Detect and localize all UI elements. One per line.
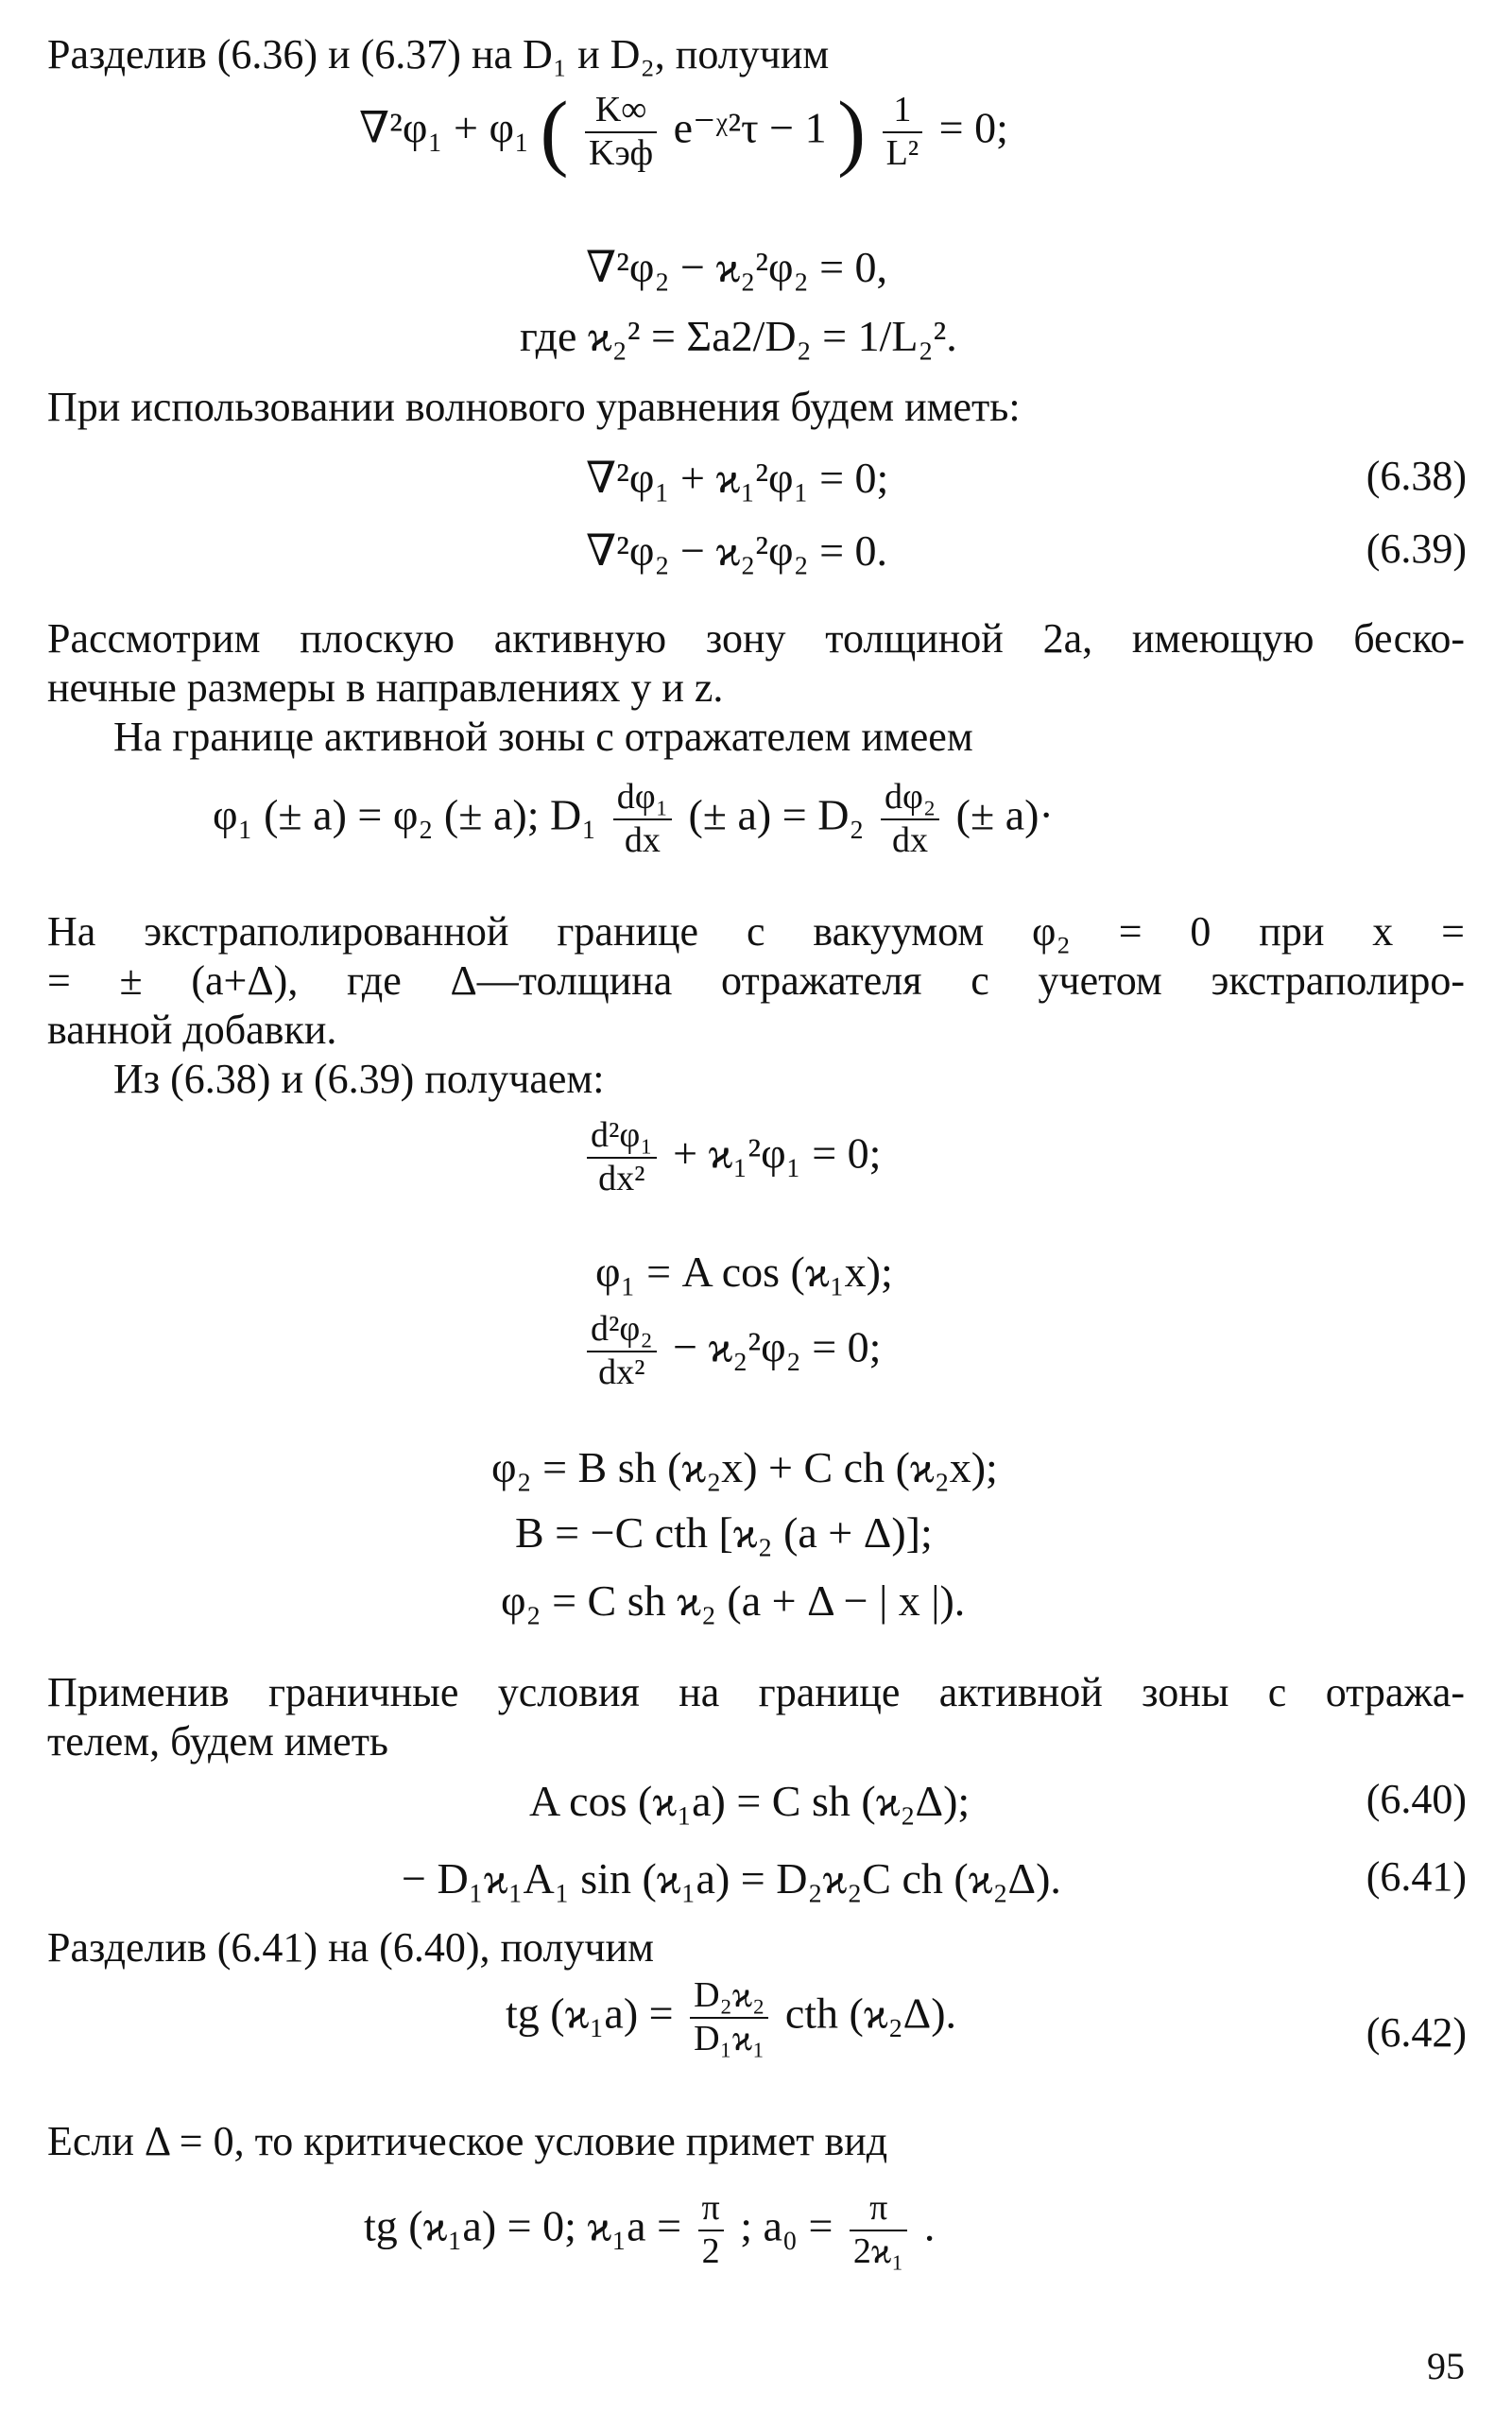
equation-phi1-ode: $\frac{\text{d²φ₁}}{\text{dx²}}$ + ϰ₁²φ₁ = 0;: [581, 1115, 881, 1199]
equation-B-constant: B = −C cth [ϰ₂ (a + Δ)];: [515, 1508, 933, 1557]
equation-number-6-41: (6.41): [1366, 1853, 1467, 1900]
equation-6-38: ∇²φ₁ + ϰ₁²φ₁ = 0;: [586, 454, 889, 502]
paragraph-flat-zone-line1: Рассмотрим плоскую активную зону толщиной 2a, имеющую беско-: [47, 615, 1465, 662]
equation-6-39: ∇²φ₂ − ϰ₂²φ₂ = 0.: [586, 526, 888, 575]
equation-boundary-conditions: φ₁ (± a) = φ₂ (± a); D₁ $\frac{\text{dφ₁}}{dx}$ (± a) = D₂ $\frac{\text{dφ₂}}{dx}$ (± a)·: [213, 777, 1054, 860]
paragraph-critical-condition: Если Δ = 0, то критическое условие примет вид: [47, 2118, 888, 2164]
equation-number-6-38: (6.38): [1366, 453, 1467, 499]
paragraph-extrapolated-line3: ванной добавки.: [47, 1007, 337, 1053]
paragraph-boundary-intro: На границе активной зоны с отражателем имеем: [113, 714, 973, 760]
equation-6-41: − D₁ϰ₁A₁ sin (ϰ₁a) = D₂ϰ₂C ch (ϰ₂Δ).: [402, 1854, 1061, 1903]
equation-number-6-39: (6.39): [1366, 525, 1467, 572]
equation-phi2-ode: $\frac{\text{d²φ₂}}{\text{dx²}}$ − ϰ₂²φ₂ = 0;: [581, 1309, 881, 1393]
page-number: 95: [1427, 2345, 1465, 2387]
paragraph-wave-equation: При использовании волнового уравнения будем иметь:: [47, 384, 1021, 430]
equation-kappa-definition: где ϰ₂² = Σa2/D₂ = 1/L₂².: [520, 312, 957, 360]
equation-number-6-42: (6.42): [1366, 2009, 1467, 2056]
paragraph-extrapolated-line1: На экстраполированной границе с вакуумом φ₂ = 0 при x =: [47, 908, 1465, 955]
equation-phi2-general: φ₂ = B sh (ϰ₂x) + C ch (ϰ₂x);: [491, 1443, 998, 1491]
paragraph-apply-boundary-line1: Применив граничные условия на границе активной зоны с отража-: [47, 1669, 1465, 1715]
equation-number-6-40: (6.40): [1366, 1776, 1467, 1822]
equation-6-42: tg (ϰ₁a) = $\frac{\text{D₂ϰ₂}}{\text{D₁ϰ₁}}$ cth (ϰ₂Δ).: [506, 1975, 957, 2058]
paragraph-apply-boundary-line2: телем, будем иметь: [47, 1718, 389, 1765]
equation-critical-condition: tg (ϰ₁a) = 0; ϰ₁a = $\frac{\pi}{2}$ ; a₀ = $\frac{\pi}{\text{2ϰ₁}}$ .: [364, 2188, 936, 2271]
equation-6-40: A cos (ϰ₁a) = C sh (ϰ₂Δ);: [529, 1777, 971, 1825]
paragraph-extrapolated-line2: = ± (a+Δ), где Δ—толщина отражателя с учетом экстраполиро-: [47, 957, 1465, 1004]
paragraph-flat-zone-line2: нечные размеры в направлениях y и z.: [47, 664, 724, 711]
equation-diffusion-2: ∇²φ₂ − ϰ₂²φ₂ = 0,: [586, 243, 888, 291]
equation-diffusion-1: ∇²φ₁ + φ₁ ( $\frac{K\infty}{\text{Kэф}}$ e⁻ᵡ²τ − 1 ) $\frac{1}{\text{L²}}$ = 0;: [359, 85, 1008, 179]
paragraph-divide-intro: Разделив (6.36) и (6.37) на D₁ и D₂, получим: [47, 31, 830, 77]
paragraph-from-equations: Из (6.38) и (6.39) получаем:: [113, 1056, 605, 1102]
paragraph-divide-result: Разделив (6.41) на (6.40), получим: [47, 1924, 654, 1971]
equation-phi2-final: φ₂ = C sh ϰ₂ (a + Δ − | x |).: [501, 1576, 966, 1625]
equation-phi1-solution: φ₁ = A cos (ϰ₁x);: [595, 1248, 893, 1296]
